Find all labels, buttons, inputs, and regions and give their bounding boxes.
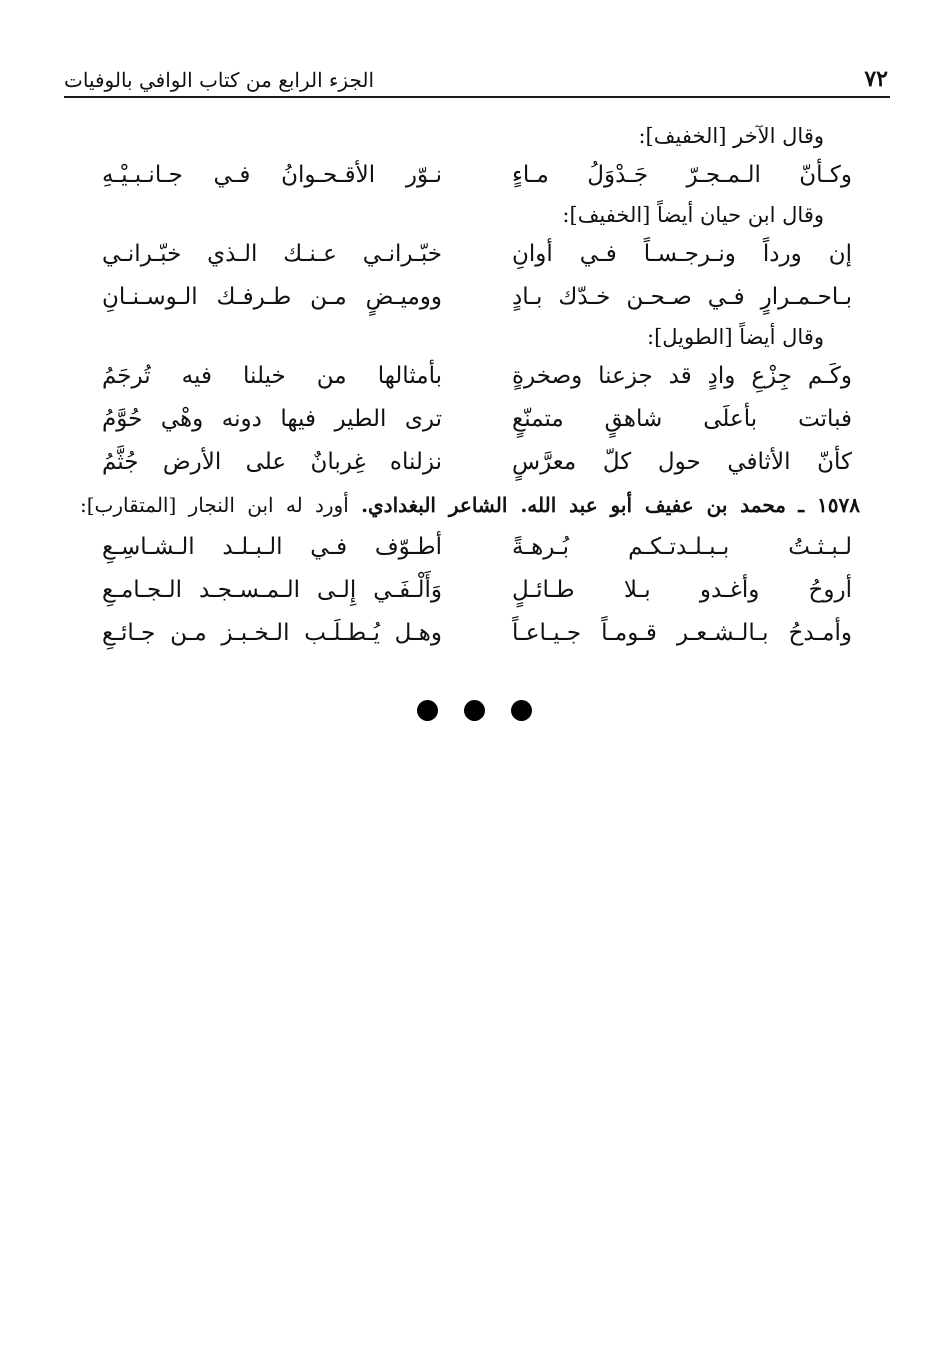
first-hemistich: بـاحـمـرارٍ فـي صـحـن خـدّك بـادٍ (512, 284, 852, 310)
page-header (64, 52, 888, 92)
second-hemistich: ووميـضٍ مـن طـرفـك الـوسـنـانِ (102, 284, 442, 310)
verse-line (80, 526, 860, 569)
verse-line (80, 154, 860, 197)
verse-line (80, 398, 860, 441)
verse-line (80, 441, 860, 484)
second-hemistich: خبّـرانـي عـنـك الـذي خبّـرانـي (102, 241, 442, 267)
verse-line (80, 612, 860, 655)
verse-intro: وقال الآخر [الخفيف]: (638, 124, 824, 148)
first-hemistich: وأمـدحُ بـالـشـعـر قـومـاً جـيـاعـاً (512, 620, 852, 646)
first-hemistich: وكـأنّ الـمـجـرّ جَـدْوَلُ مـاءٍ (512, 162, 852, 188)
page-body (80, 118, 860, 655)
entry-text: أورد له ابن النجار [المتقارب]: (80, 493, 349, 517)
second-hemistich: نزلناه غِربانٌ على الأرض جُثَّمُ (102, 449, 442, 475)
verse-intro: وقال أيضاً [الطويل]: (647, 325, 824, 349)
verse-intro: وقال ابن حيان أيضاً [الخفيف]: (562, 203, 824, 227)
verse-line (80, 569, 860, 612)
second-hemistich: أطـوّف فـي الـبـلـد الـشـاسِـعِ (102, 534, 442, 560)
section-end-ornament (0, 700, 948, 721)
running-title: الجزء الرابع من كتاب الوافي بالوفيات (64, 68, 375, 92)
second-hemistich: ترى الطير فيها دونه وهْي حُوَّمُ (102, 406, 442, 432)
ornament-dot (417, 700, 438, 721)
ornament-dot (464, 700, 485, 721)
first-hemistich: وكَـم جِزْعِ وادٍ قد جزعنا وصخرةٍ (512, 363, 852, 389)
first-hemistich: فباتت بأعلَى شاهقٍ متمنّعٍ (512, 406, 852, 432)
biography-entry (80, 484, 860, 526)
second-hemistich: بأمثالها من خيلنا فيه تُرجَمُ (102, 363, 442, 389)
first-hemistich: كأنّ الأثافي حول كلّ معرَّسٍ (512, 449, 852, 475)
second-hemistich: نـوّر الأقـحـوانُ فـي جـانـبـيْـهِ (102, 162, 442, 188)
entry-number: ١٥٧٨ ـ (798, 493, 860, 517)
first-hemistich: لـبـثـتُ بـبـلـدتـكـم بُـرهـةً (512, 534, 852, 560)
entry-name: محمد بن عفيف أبو عبد الله. الشاعر البغدادي. (361, 493, 786, 517)
ornament-dot (511, 700, 532, 721)
first-hemistich: إن ورداً ونـرجـسـاً فـي أوانِ (512, 241, 852, 267)
header-rule (64, 96, 890, 98)
second-hemistich: وهـل يُـطـلَـب الـخـبـز مـن جـائـعِ (102, 620, 442, 646)
second-hemistich: وَأَلْـفَـي إِلـى الـمـسـجـد الـجـامـعِ (102, 577, 442, 603)
verse-line (80, 355, 860, 398)
verse-line (80, 276, 860, 319)
page-number: ٧٢ (864, 66, 888, 92)
first-hemistich: أروحُ وأغـدو بـلا طـائـلٍ (512, 577, 852, 603)
verse-line (80, 233, 860, 276)
